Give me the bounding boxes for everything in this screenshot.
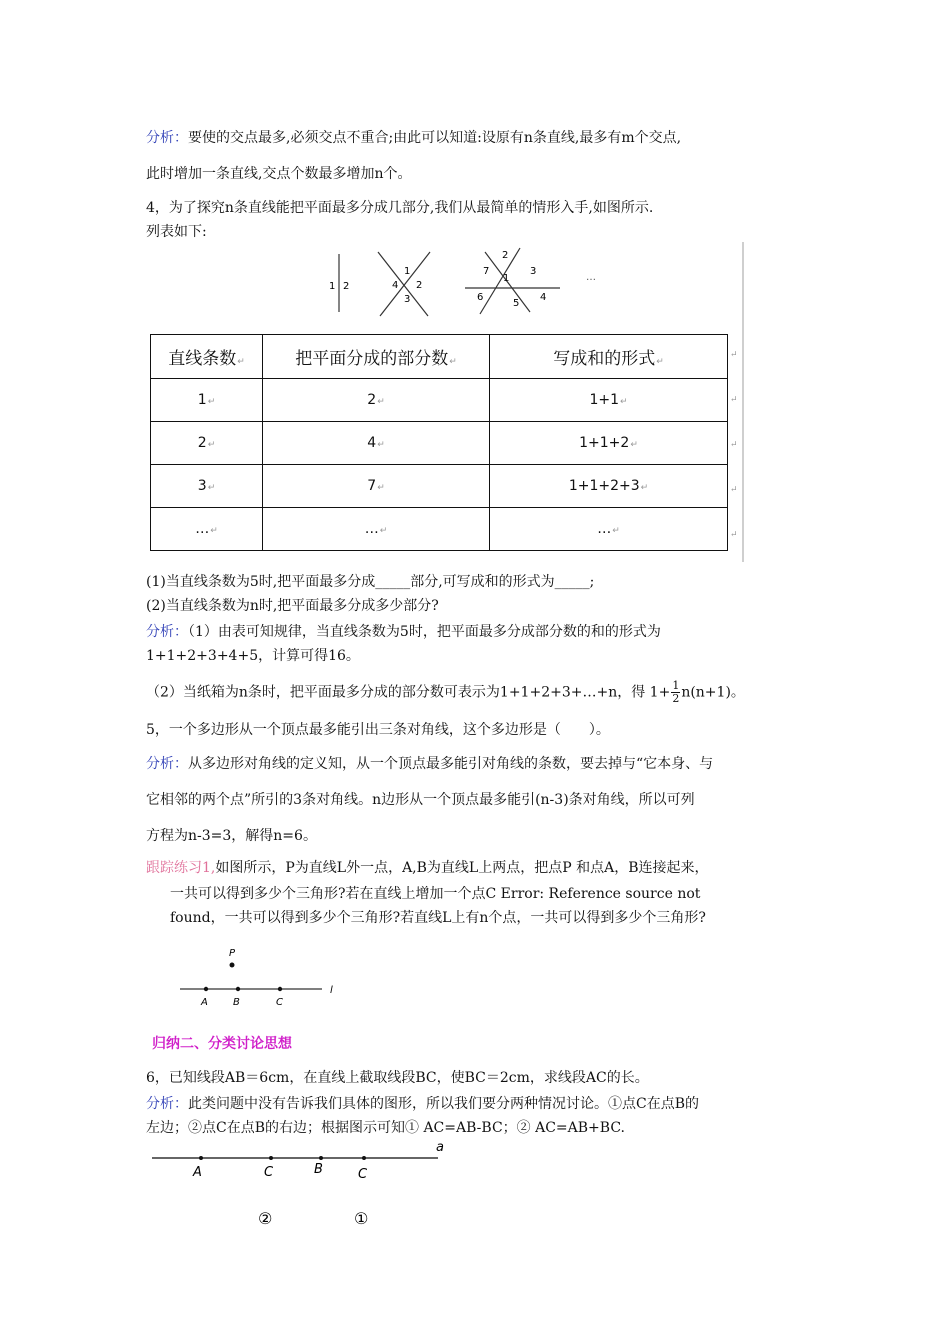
analysis-paragraph-1 — [146, 128, 681, 148]
section-title: 归纳二、分类讨论思想 — [152, 1036, 292, 1052]
question-4-analysis-line-3 — [146, 680, 745, 705]
table-header-row — [151, 335, 728, 379]
segment-figure — [146, 1136, 456, 1236]
analysis-text: （1）由表可知规律，当直线条数为5时，把平面最多分成部分数的和的形式为 — [188, 624, 661, 640]
question-4-sub-1: (1)当直线条数为5时,把平面最多分成_____部分,可写成和的形式为_____; — [146, 574, 595, 590]
analysis-text: 从多边形对角线的定义知，从一个顶点最多能引对角线的条数，要去掉与“它本身、与 — [188, 756, 714, 772]
practice-label: 跟踪练习1, — [146, 860, 216, 876]
analysis-label: 分析： — [146, 756, 188, 772]
row-end-mark: ↵ — [730, 530, 738, 540]
table-cell: 1+1↵ — [490, 379, 728, 422]
question-4-analysis — [146, 622, 661, 642]
table-cell: 3↵ — [151, 465, 263, 508]
segment-point-b: B — [314, 1162, 323, 1177]
fig1-label-1: 1 — [329, 281, 336, 292]
fig3-label-3: 3 — [530, 266, 537, 277]
table-header: 写成和的形式↵ — [490, 335, 728, 379]
table-cell: 2↵ — [151, 422, 263, 465]
table-cell: …↵ — [263, 508, 490, 551]
row-end-mark: ↵ — [730, 395, 738, 405]
point-p-label: P — [229, 948, 236, 959]
table-cell: 2↵ — [263, 379, 490, 422]
fraction-half: $\frac{1}{2}$ — [672, 679, 680, 705]
analysis-label: 分析： — [146, 624, 188, 640]
table-row — [151, 422, 728, 465]
segment-point-c1: C — [264, 1165, 274, 1180]
analysis-text: （2）当纸箱为n条时，把平面最多分成的部分数可表示为1+1+2+3+…+n，得 1+ — [146, 684, 671, 701]
fig2-label-3: 3 — [404, 294, 411, 305]
question-4-sub-2: (2)当直线条数为n时,把平面最多分成多少部分? — [146, 598, 439, 614]
question-4-analysis-line-2: 1+1+2+3+4+5，计算可得16。 — [146, 648, 360, 664]
point-c-label: C — [276, 997, 283, 1008]
question-4-line-2: 列表如下: — [146, 224, 207, 240]
fig3-label-2: 2 — [502, 250, 509, 261]
point-b-label: B — [233, 997, 240, 1008]
row-end-mark: ↵ — [730, 440, 738, 450]
table-header: 直线条数↵ — [151, 335, 263, 379]
fig3-label-1: 1 — [503, 273, 510, 284]
analysis-text: n(n+1)。 — [681, 684, 745, 701]
fig3-label-7: 7 — [483, 266, 490, 277]
line-l-label: l — [330, 985, 333, 996]
question-6-analysis-line-2: 左边；②点C在点B的右边；根据图示可知① AC=AB-BC；② AC=AB+BC. — [146, 1120, 625, 1136]
question-5-analysis — [146, 754, 713, 774]
table-cell: 1↵ — [151, 379, 263, 422]
point-a-label: A — [201, 997, 208, 1008]
practice-1 — [146, 858, 709, 878]
question-5-analysis-line-3: 方程为n-3=3，解得n=6。 — [146, 828, 317, 844]
table-cell: …↵ — [151, 508, 263, 551]
question-6-analysis — [146, 1094, 699, 1114]
fig3-label-4: 4 — [540, 292, 547, 303]
page-edge-line — [742, 242, 744, 562]
table-cell: …↵ — [490, 508, 728, 551]
segment-point-a: A — [193, 1165, 202, 1180]
question-4: 4，为了探究n条直线能把平面最多分成几部分,我们从最简单的情形入手,如图所示. — [146, 200, 654, 216]
case-1-marker: ① — [354, 1209, 369, 1228]
lines-figure — [320, 244, 620, 320]
fig2-label-4: 4 — [392, 280, 399, 291]
question-6: 6，已知线段AB＝6cm，在直线上截取线段BC，使BC＝2cm，求线段AC的长。 — [146, 1070, 649, 1086]
analysis-text: 此类问题中没有告诉我们具体的图形，所以我们要分两种情况讨论。①点C在点B的 — [188, 1096, 699, 1112]
row-end-mark: ↵ — [730, 485, 738, 495]
fig3-label-5: 5 — [513, 298, 520, 309]
table-row — [151, 508, 728, 551]
point-line-figure — [170, 942, 360, 1010]
table-header: 把平面分成的部分数↵ — [263, 335, 490, 379]
table-cell: 7↵ — [263, 465, 490, 508]
practice-1-line-2: 一共可以得到多少个三角形?若在直线上增加一个点C Error: Reference source not — [170, 886, 701, 902]
fig2-label-1: 1 — [404, 266, 411, 277]
segment-line-label: a — [436, 1140, 444, 1155]
analysis-label: 分析： — [146, 130, 188, 146]
segment-point-c2: C — [358, 1167, 368, 1182]
row-end-mark: ↵ — [730, 350, 738, 360]
fig3-label-6: 6 — [477, 292, 484, 303]
fig2-label-2: 2 — [416, 280, 423, 291]
table-cell: 1+1+2+3↵ — [490, 465, 728, 508]
practice-text: 如图所示，P为直线L外一点，A,B为直线L上两点，把点P 和点A，B连接起来， — [215, 860, 709, 876]
practice-1-line-3: found，一共可以得到多少个三角形?若直线L上有n个点，一共可以得到多少个三角形? — [170, 910, 706, 926]
fig-ellipsis: … — [586, 272, 596, 283]
table-row — [151, 379, 728, 422]
table-cell: 4↵ — [263, 422, 490, 465]
fig1-label-2: 2 — [343, 281, 350, 292]
analysis-text: 要使的交点最多,必须交点不重合;由此可以知道:设原有n条直线,最多有m个交点, — [188, 130, 682, 146]
analysis-label: 分析： — [146, 1096, 188, 1112]
question-5: 5，一个多边形从一个顶点最多能引出三条对角线，这个多边形是（ ）。 — [146, 722, 610, 738]
lines-table — [150, 334, 728, 551]
table-cell: 1+1+2↵ — [490, 422, 728, 465]
question-5-analysis-line-2: 它相邻的两个点”所引的3条对角线。n边形从一个顶点最多能引(n-3)条对角线，所以可列 — [146, 792, 695, 808]
case-2-marker: ② — [258, 1209, 273, 1228]
table-row — [151, 465, 728, 508]
analysis-paragraph-1-line-2: 此时增加一条直线,交点个数最多增加n个。 — [146, 166, 412, 182]
